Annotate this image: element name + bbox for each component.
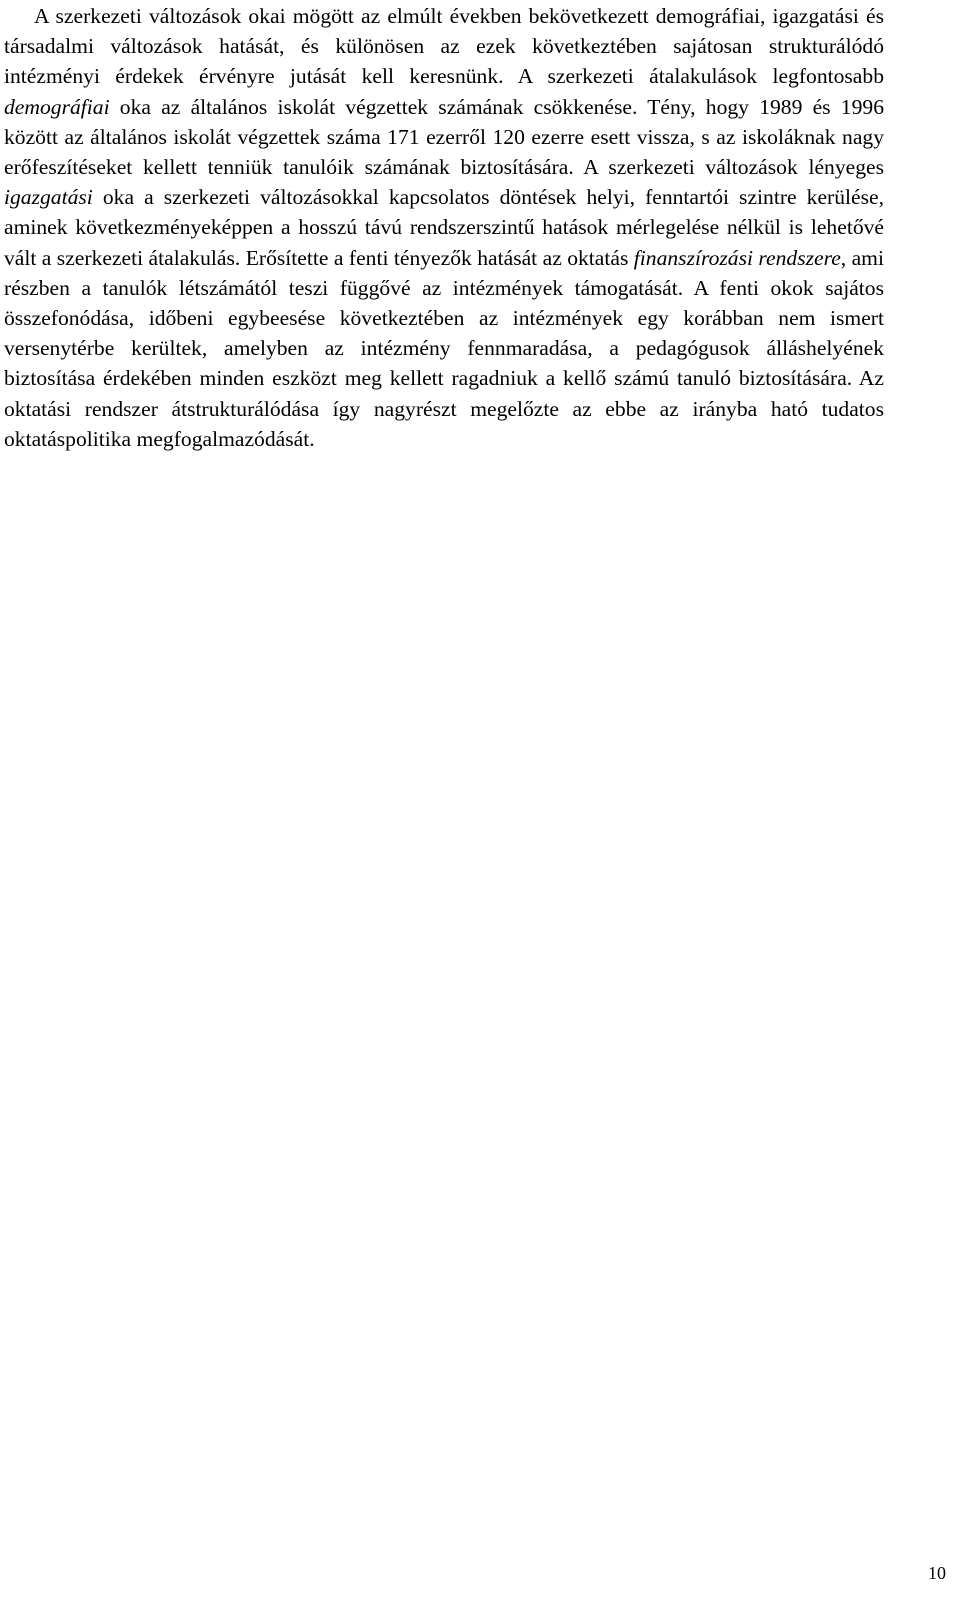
emphasis-demografiai: demográfiai [4,94,110,119]
paragraph-text-segment: , ami részben a tanulók létszámától teszi függővé az intézmények támogatását. A fenti okok sajátos összefonódása, időbeni egybeesése következtében az intézmények egy korábban nem ismert versenytérbe kerültek, amelyben az intézmény fennmaradása, a pedagógusok álláshelyének biztosítása érdekében minden eszközt meg kellett ragadniuk a kellő számú tanuló biztosítására. Az oktatási rendszer átstrukturálódása így nagyrészt megelőzte az ebbe az irányba ható tudatos oktatáspolitika megfogalmazódását. [4,245,884,451]
paragraph-text-segment: oka a szerkezeti változásokkal kapcsolatos döntések helyi, fenntartói szintre kerülése, aminek következményeképpen a hosszú távú rendszerszintű hatások mérlegelése nélkül is lehetővé vált a szerkezeti átalakulás. Erősítette a fenti tényezők hatását az oktatás [4,185,884,270]
emphasis-finanszirozasi-rendszere: finanszírozási rendszere [633,245,841,270]
page-number: 10 [928,1563,946,1583]
body-paragraph [4,1,884,454]
paragraph-text-segment: A szerkezeti változások okai mögött az elmúlt években bekövetkezett demográfiai, igazgatási és társadalmi változások hatását, és különösen az ezek következtében sajátosan strukturálódó intézményi érdekek érvényre jutását kell keresnünk. A szerkezeti átalakulások legfontosabb [4,4,884,89]
paragraph-text-segment: oka az általános iskolát végzettek számának csökkenése. Tény, hogy 1989 és 1996 között az általános iskolát végzettek száma 171 ezerről 120 ezerre esett vissza, s az iskoláknak nagy erőfeszítéseket kellett tenniük tanulóik számának biztosítására. A szerkezeti változások lényeges [4,94,884,180]
emphasis-igazgatasi: igazgatási [4,185,93,210]
